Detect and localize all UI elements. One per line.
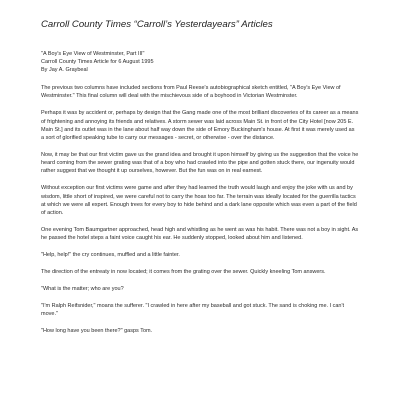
paragraph: Now, it may be that our first victim gave us the grand idea and brought it upon himself by giving us the suggestion that the voice he heard coming from the sewer grating was that of a boy who had crawled into the pipe and gotten stuck there, our ingenuity would rather suggest that we thought it up ourselves, however. But the fun was on in real earnest.: [41, 151, 359, 175]
paragraph: The previous two columns have included sections from Paul Reese's autobiographical sketch entitled, "A Boy's Eye View of Westminster." This final column will deal with the mischievous side of a boyhood in Victorian Westminster.: [41, 85, 341, 100]
paragraph: The direction of the entreaty in now located; it comes from the grating over the sewer. Quickly kneeling Tom answers.: [41, 269, 326, 276]
paragraph: "I'm Ralph Reifsnider," moans the sufferer. "I crawled in here after my baseball and got stuck. The sand is choking me. I can't move.": [41, 303, 345, 318]
article-source: Carroll County Times Article for 6 August 1995: [41, 59, 154, 66]
paragraph: Without exception our first victims were game and after they had learned the truth would laugh and enjoy the joke with us and by wisdom, little short of inspired, we were careful not to carry the hoax too far. The terrain was ideally located for the guerrilla tactics at which we were all expert. Enough trees for every boy to hide behind and a dark lane opposite which was even a part of the field of action.: [41, 185, 357, 216]
article-headline: "A Boy's Eye View of Westminster, Part III": [41, 51, 145, 57]
paragraph: "How long have you been there?" gasps Tom.: [41, 328, 153, 335]
page-title: Carroll County Times “Carroll’s Yesterdayears” Articles: [41, 19, 273, 30]
paragraph: One evening Tom Baumgartner approached, head high and whistling as he went as was his habit. There was not a boy in sight. As he passed the hotel steps a faint voice caught his ear. He suddenly stopped, looked about him and listened.: [41, 226, 359, 242]
paragraph: Perhaps it was by accident or, perhaps by design that the Gang made one of the most brilliant discoveries of its career as a means of frightening and annoying its friends and relatives. A storm sewer was laid across Main St. in front of the City Hotel [now 205 E. Main St.] and its outlet was in the lane about half way down the side of Emory Buckingham's house. At first it was merely used as a sort of glorified speaking tube to carry our messages - secret, or otherwise - over the distance.: [41, 110, 359, 141]
paragraph: "Help, help!" the cry continues, muffled and a little fainter.: [41, 252, 180, 259]
article-header: [41, 50, 359, 75]
paragraph: "What is the matter; who are you?: [41, 286, 124, 293]
article-byline: By Jay A. Graybeal: [41, 67, 88, 74]
